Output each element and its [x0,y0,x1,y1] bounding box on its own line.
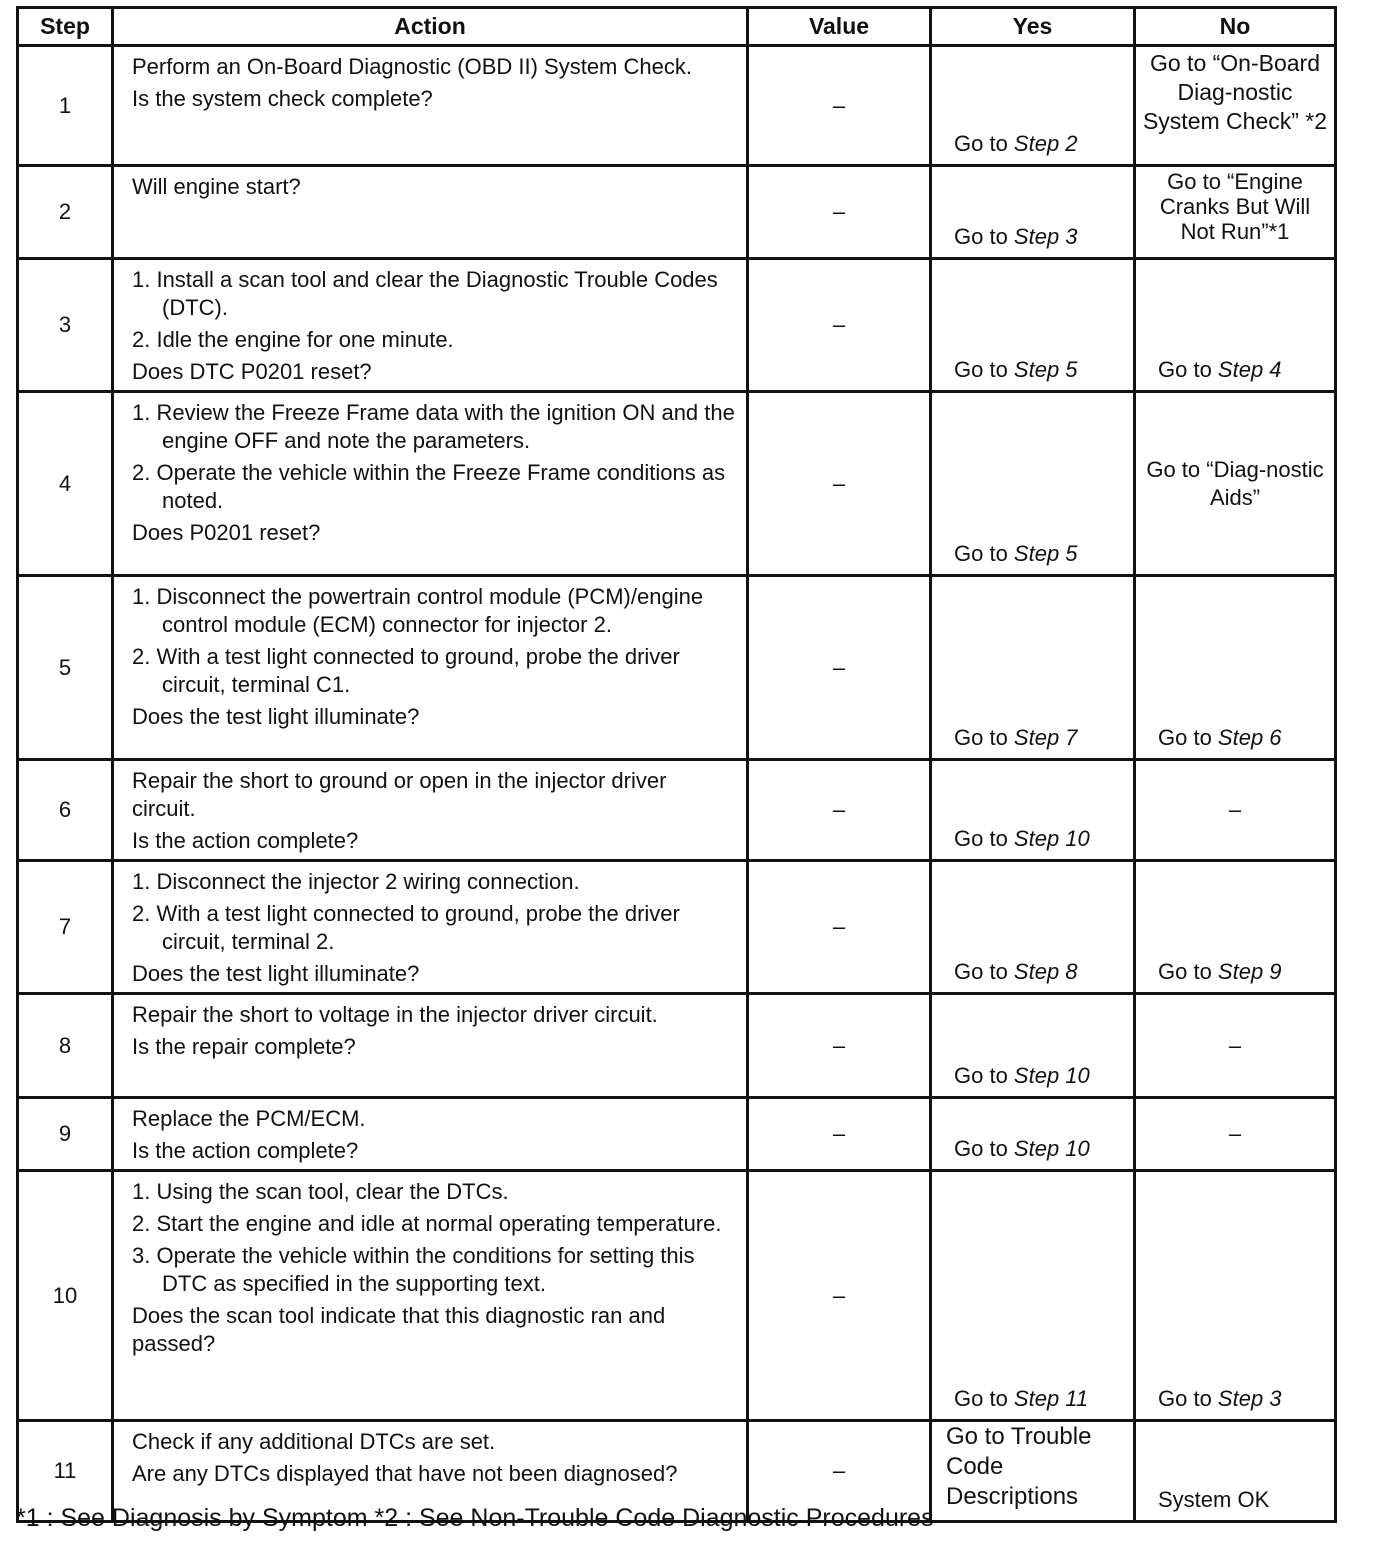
action-text: Check if any additional DTCs are set. [132,1429,496,1454]
action-list-item: 1. Using the scan tool, clear the DTCs. [132,1179,509,1204]
action-cell [113,1098,748,1171]
table-row [18,1098,1336,1171]
value-cell: – [748,861,931,994]
yes-cell [931,861,1135,994]
goto-prefix: Go to [954,1063,1014,1088]
action-text: Repair the short to voltage in the injector driver circuit. [132,1002,658,1027]
goto-prefix: Go to [954,959,1014,984]
diagnostic-table [16,6,1337,1523]
table-row [18,46,1336,166]
header-action: Action [113,8,748,46]
yes-cell [931,392,1135,576]
table-row [18,1171,1336,1421]
no-cell [1135,1421,1336,1522]
step-link: Step 3 [1217,1386,1282,1411]
table-row [18,259,1336,392]
action-text: Does DTC P0201 reset? [132,359,372,384]
step-link: Step 6 [1217,725,1282,750]
value-cell: – [748,1171,931,1421]
value-cell: – [748,1098,931,1171]
step-link: Step 4 [1217,357,1282,382]
goto-prefix: Go to [1158,1386,1218,1411]
yes-cell [931,1171,1135,1421]
action-text: Is the action complete? [132,1138,359,1163]
value-cell: – [748,166,931,259]
goto-prefix: Go to [954,1386,1014,1411]
table-row [18,861,1336,994]
step-number: 2 [18,166,113,259]
action-cell [113,259,748,392]
action-cell [113,392,748,576]
action-text: Does P0201 reset? [132,520,321,545]
no-cell [1135,1171,1336,1421]
action-list-item: 2. With a test light connected to ground, probe the driver circuit, terminal 2. [132,901,680,954]
step-link: Step 5 [1013,357,1078,382]
goto-prefix: Go to [1158,357,1218,382]
action-list-item: 2. With a test light connected to ground, probe the driver circuit, terminal C1. [132,644,680,697]
action-cell [113,994,748,1098]
action-cell [113,46,748,166]
value-cell: – [748,760,931,861]
table-row [18,994,1336,1098]
step-number: 3 [18,259,113,392]
no-cell [1135,259,1336,392]
step-link: Step 10 [1013,1063,1090,1088]
step-number: 4 [18,392,113,576]
outcome-text: System OK [1158,1487,1270,1512]
action-cell [113,166,748,259]
step-number: 5 [18,576,113,760]
step-link: Step 10 [1013,826,1090,851]
table-row [18,760,1336,861]
no-cell [1135,46,1336,166]
action-text: Perform an On-Board Diagnostic (OBD II) System Check. [132,54,692,79]
yes-cell [931,259,1135,392]
yes-cell [931,576,1135,760]
action-list-item: 1. Disconnect the powertrain control module (PCM)/engine control module (ECM) connector for injector 2. [132,584,704,637]
no-cell [1135,166,1336,259]
action-text: Will engine start? [132,174,301,199]
action-list-item: 3. Operate the vehicle within the conditions for setting this DTC as specified in the supporting text. [132,1243,695,1296]
header-no: No [1135,8,1336,46]
yes-cell [931,760,1135,861]
table-row [18,392,1336,576]
goto-prefix: Go to [1158,725,1218,750]
action-text: Is the action complete? [132,828,359,853]
no-cell [1135,1098,1336,1171]
action-list-item: 2. Start the engine and idle at normal operating temperature. [132,1211,722,1236]
value-cell: – [748,576,931,760]
goto-prefix: Go to [954,1136,1014,1161]
step-link: Step 11 [1013,1386,1089,1411]
header-yes: Yes [931,8,1135,46]
action-text: Does the scan tool indicate that this diagnostic ran and passed? [132,1303,666,1356]
step-link: Step 2 [1013,131,1078,156]
goto-prefix: Go to [1158,959,1218,984]
table-body [18,46,1336,1522]
goto-prefix: Go to [954,224,1014,249]
value-cell: – [748,392,931,576]
no-cell [1135,576,1336,760]
yes-cell [931,166,1135,259]
goto-prefix: Go to [954,541,1014,566]
no-cell [1135,994,1336,1098]
action-text: Is the repair complete? [132,1034,356,1059]
action-list-item: 2. Operate the vehicle within the Freeze Frame conditions as noted. [132,460,726,513]
step-number: 8 [18,994,113,1098]
action-text: Repair the short to ground or open in the injector driver circuit. [132,768,667,821]
step-link: Step 5 [1013,541,1078,566]
no-cell [1135,861,1336,994]
action-list-item: 2. Idle the engine for one minute. [132,327,454,352]
no-cell [1135,392,1336,576]
yes-cell [931,46,1135,166]
action-list-item: 1. Install a scan tool and clear the Diagnostic Trouble Codes (DTC). [132,267,718,320]
outcome-text: Go to Trouble Code Descriptions [946,1423,1092,1510]
action-cell [113,1171,748,1421]
goto-prefix: Go to [954,131,1014,156]
no-cell [1135,760,1336,861]
step-number: 7 [18,861,113,994]
step-link: Step 8 [1013,959,1078,984]
header-step: Step [18,8,113,46]
step-number: 6 [18,760,113,861]
action-cell [113,760,748,861]
step-number: 9 [18,1098,113,1171]
outcome-text: – [1228,1121,1242,1146]
step-link: Step 7 [1013,725,1078,750]
value-cell: – [748,259,931,392]
goto-prefix: Go to [954,826,1014,851]
header-row [18,8,1336,46]
goto-prefix: Go to [954,725,1014,750]
action-text: Are any DTCs displayed that have not been diagnosed? [132,1461,678,1486]
action-text: Does the test light illuminate? [132,961,420,986]
value-cell: – [748,994,931,1098]
outcome-text: – [1228,1032,1242,1058]
value-cell: – [748,1421,931,1522]
footnote: *1 : See Diagnosis by Symptom *2 : See Non-Trouble Code Diagnostic Procedures [16,1504,934,1532]
outcome-text: Go to “Diag-nostic Aids” [1146,456,1324,510]
action-text: Is the system check complete? [132,86,433,111]
table-row [18,576,1336,760]
header-value: Value [748,8,931,46]
step-number: 11 [18,1421,113,1522]
outcome-text: – [1228,797,1242,822]
yes-cell [931,994,1135,1098]
table-row [18,166,1336,259]
goto-prefix: Go to [954,357,1014,382]
action-text: Replace the PCM/ECM. [132,1106,366,1131]
step-link: Step 9 [1217,959,1282,984]
yes-cell [931,1421,1135,1522]
outcome-text: Go to “On-Board Diag-nostic System Check” *2 [1142,50,1328,134]
step-number: 10 [18,1171,113,1421]
action-text: Does the test light illuminate? [132,704,420,729]
action-list-item: 1. Review the Freeze Frame data with the ignition ON and the engine OFF and note the parameters. [132,400,735,453]
outcome-text: Go to “Engine Cranks But Will Not Run”*1 [1159,169,1311,244]
action-cell [113,861,748,994]
step-link: Step 10 [1013,1136,1090,1161]
action-list-item: 1. Disconnect the injector 2 wiring connection. [132,869,580,894]
step-link: Step 3 [1013,224,1078,249]
action-cell [113,576,748,760]
step-number: 1 [18,46,113,166]
yes-cell [931,1098,1135,1171]
value-cell: – [748,46,931,166]
